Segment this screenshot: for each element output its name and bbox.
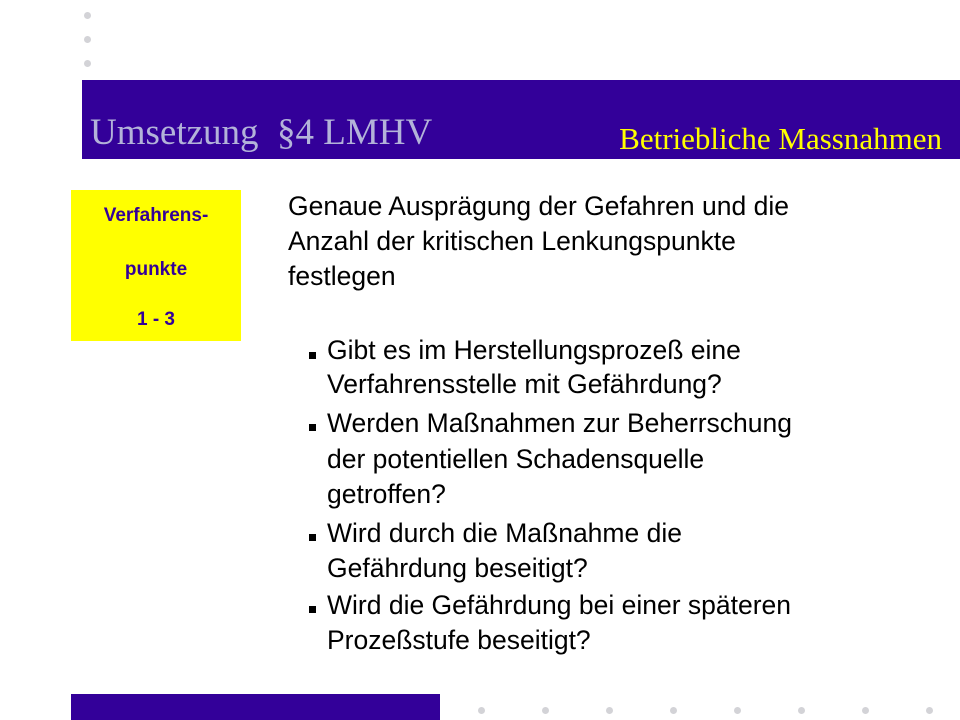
bullet-2-line-3: getroffen? [327,479,446,509]
process-points-box [71,190,241,341]
process-points-range: 1 - 3 [136,309,176,330]
bullet-marker [309,424,316,431]
bullet-1-line-1: Gibt es im Herstellungsprozeß eine [327,335,741,365]
bullet-4-line-2: Prozeßstufe beseitigt? [327,625,591,655]
slide-title: Umsetzung §4 LMHV [90,112,433,153]
bullet-3-line-2: Gefährdung beseitigt? [327,553,588,583]
bullet-2-line-2: der potentiellen Schadensquelle [327,444,705,474]
decorative-dot [734,707,741,714]
decorative-dot [84,36,91,43]
heading-line-2: Anzahl der kritischen Lenkungspunkte [288,226,736,256]
bullet-2-line-1: Werden Maßnahmen zur Beherrschung [327,408,792,438]
bullet-4-line-1: Wird die Gefährdung bei einer späteren [327,590,792,620]
slide-subtitle: Betriebliche Massnahmen [619,121,942,156]
decorative-dot [478,707,485,714]
decorative-dot [84,12,91,19]
bullet-marker [309,352,316,359]
decorative-dot [798,707,805,714]
heading-line-1: Genaue Ausprägung der Gefahren und die [288,191,789,221]
decorative-dot [670,707,677,714]
footer-bar [71,694,440,720]
decorative-dot [862,707,869,714]
bullet-marker [309,534,316,541]
decorative-dot [84,60,91,67]
decorative-dot [542,707,549,714]
process-points-label-1: Verfahrens- [103,205,209,226]
bullet-1-line-2: Verfahrensstelle mit Gefährdung? [327,369,722,399]
decorative-dot [606,707,613,714]
bullet-3-line-1: Wird durch die Maßnahme die [327,518,682,548]
heading-line-3: festlegen [288,261,396,291]
process-points-label-2: punkte [124,259,188,280]
bullet-marker [309,606,316,613]
decorative-dot [926,707,933,714]
